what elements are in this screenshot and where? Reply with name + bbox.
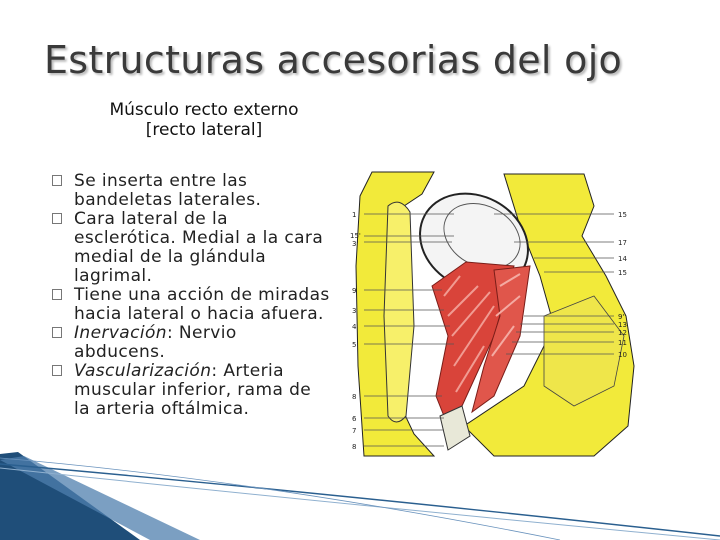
checkbox-bullet-icon bbox=[52, 175, 62, 186]
bullet-italic-term: Inervación bbox=[74, 323, 167, 343]
label-left: 8 bbox=[352, 393, 357, 401]
label-right: 15 bbox=[618, 211, 627, 219]
checkbox-bullet-icon bbox=[52, 289, 62, 300]
checkbox-bullet-icon bbox=[52, 365, 62, 376]
label-left: 7 bbox=[352, 427, 357, 435]
label-right: 12 bbox=[618, 329, 627, 337]
label-left: 4 bbox=[352, 323, 357, 331]
label-right: 13 bbox=[618, 321, 627, 329]
label-right: 17 bbox=[618, 239, 627, 247]
label-left: 9 bbox=[352, 287, 357, 295]
label-left: 1 bbox=[352, 211, 357, 219]
checkbox-bullet-icon bbox=[52, 327, 62, 338]
bullet-text: : Nervio abducens. bbox=[74, 323, 237, 362]
orbit-anatomy-illustration bbox=[344, 166, 646, 458]
bullet-item bbox=[52, 286, 332, 324]
label-left: 8 bbox=[352, 443, 357, 451]
bullet-text: Se inserta entre las bandeletas laterales. bbox=[74, 171, 262, 210]
label-left: 6 bbox=[352, 415, 357, 423]
label-right: 11 bbox=[618, 339, 627, 347]
label-left: 3 bbox=[352, 307, 357, 315]
bullet-item bbox=[52, 210, 332, 286]
label-right: 15 bbox=[618, 269, 627, 277]
subtitle-line-1: Músculo recto externo bbox=[109, 100, 299, 120]
bullet-text: Cara lateral de la esclerótica. Medial a la cara medial de la glándula lagrimal. bbox=[74, 209, 324, 286]
label-right: 9'' bbox=[618, 313, 627, 321]
bullet-item bbox=[52, 172, 332, 210]
label-right: 10 bbox=[618, 351, 627, 359]
label-left: 5 bbox=[352, 341, 357, 349]
checkbox-bullet-icon bbox=[52, 213, 62, 224]
label-right: 14 bbox=[618, 255, 627, 263]
bullet-item bbox=[52, 324, 332, 362]
subtitle-line-2: [recto lateral] bbox=[145, 120, 263, 140]
decorative-swoosh bbox=[0, 450, 720, 540]
bullet-italic-term: Vascularización bbox=[74, 361, 212, 381]
bullet-text: : Arteria muscular inferior, rama de la arteria oftálmica. bbox=[74, 361, 312, 419]
slide-title: Estructuras accesorias del ojo bbox=[44, 38, 623, 82]
label-left: 3' bbox=[352, 240, 359, 248]
bullet-item bbox=[52, 362, 332, 419]
bullet-list bbox=[52, 172, 332, 419]
slide-subtitle bbox=[84, 100, 324, 140]
bullet-text: Tiene una acción de miradas hacia lateral o hacia afuera. bbox=[74, 285, 330, 324]
label-left: 15' bbox=[350, 232, 361, 240]
